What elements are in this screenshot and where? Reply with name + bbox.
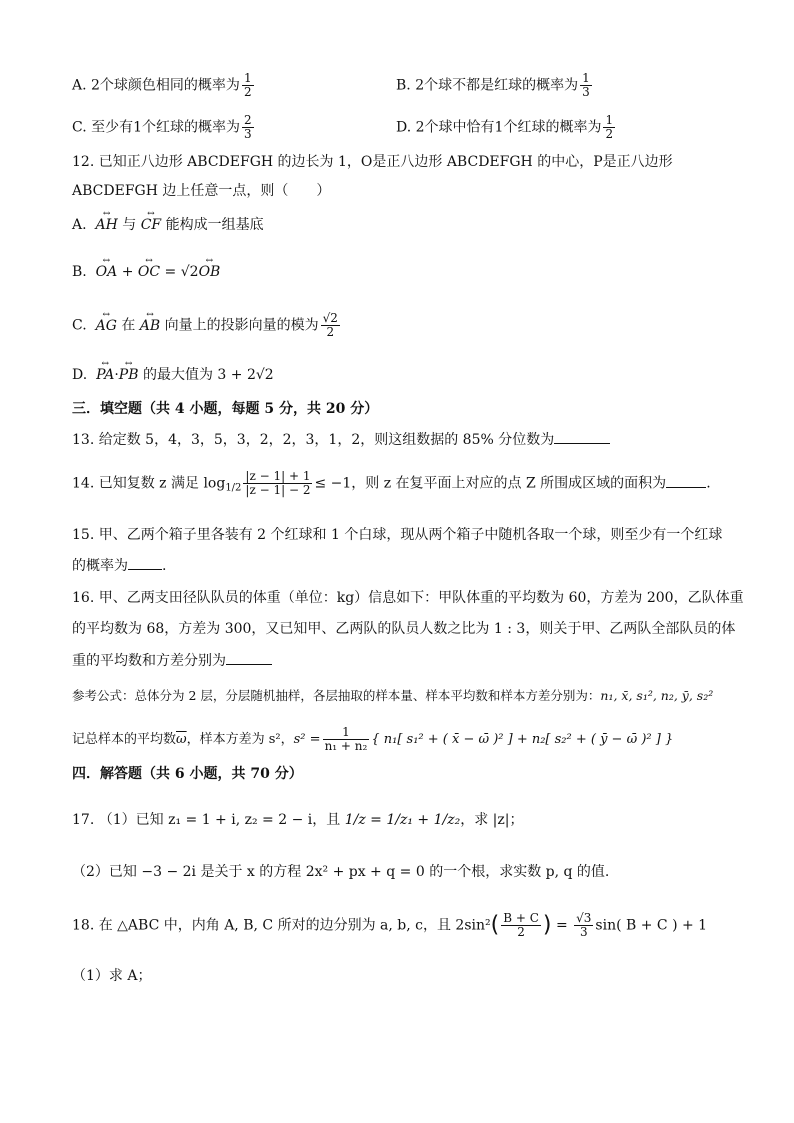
q13-text: 13. 给定数 5，4，3，5，3，2，2，3，1，2，则这组数据的 85% 分位数为 (72, 429, 610, 450)
q15-line-1: 15. 甲、乙两个箱子里各装有 2 个红球和 1 个白球，现从两个箱子中随机各取一个球，则至少有一个红球 (72, 527, 723, 543)
q15-line-2: 的概率为 . (72, 555, 166, 576)
q16-line-3: 重的平均数和方差分别为 (72, 650, 272, 671)
q11-option-c: C. 至少有1个红球的概率为 $\frac{2}{3}$ (72, 113, 252, 141)
q12-option-a: A. ↔ AH 与 ↔ CF 能构成一组基底 (72, 215, 264, 235)
reference-formula-line-2: 记总样本的平均数$\overline{\omega}$，样本方差为 s²，s² = $\frac{1}{\text{n₁ + n₂}}$ { n₁[ s₁² + ( x̄ − ω̄ )² ] + n₂[ s₂² + ( ȳ − ω̄ )² ] } (72, 725, 674, 753)
q18-text: 18. 在 △ABC 中，内角 A, B, C 所对的边分别为 a, b, c，且 2sin²( $\frac{B + C}{2}$ ) = $\frac{√3}{3}$ sin( B + C ) + 1 (72, 911, 708, 939)
q11-option-a-fraction: $\frac{1}{2}$ (243, 71, 252, 99)
q11-option-c-fraction: $\frac{2}{3}$ (244, 113, 252, 141)
q14-text: 14. 已知复数 z 满足 $\log_{1/2}$ $\frac{|z - 1| + 1}{|z - 1| - 2}$ ≤ −1，则 z 在复平面上对应的点 Z 所围成区域的面积为 . (72, 469, 711, 497)
q11-option-b-fraction: $\frac{1}{3}$ (582, 71, 590, 99)
q18-fraction-2: $\frac{√3}{3}$ (576, 911, 592, 939)
q11-option-b: B. 2个球不都是红球的概率为 $\frac{1}{3}$ (396, 71, 590, 99)
q12-option-b: B. ↔ OA + ↔ OC = √2↔ OB (72, 262, 220, 282)
q17-part-2: （2）已知 −3 − 2i 是关于 x 的方程 2x² + px + q = 0 的一个根，求实数 p, q 的值. (72, 864, 610, 880)
q18-fraction-1: $\frac{B + C}{2}$ (503, 911, 539, 939)
q11-option-d-fraction: $\frac{1}{2}$ (605, 113, 614, 141)
q11-option-a: A. 2个球颜色相同的概率为 $\frac{1}{2}$ (72, 71, 252, 99)
q12-option-c-fraction: $\frac{√2}{2}$ (322, 311, 338, 339)
q15-answer-blank (128, 555, 162, 570)
q12-line-2: ABCDEFGH 边上任意一点，则（ ） (72, 183, 331, 199)
q14-fraction: $\frac{|z - 1| + 1}{|z - 1| - 2}$ (245, 469, 311, 497)
q14-answer-blank (666, 473, 706, 488)
q11-option-d: D. 2个球中恰有1个红球的概率为 $\frac{1}{2}$ (396, 113, 614, 141)
q18-part-1: （1）求 A； (72, 968, 152, 984)
q12-option-d: D. ↔ PA·↔ PB 的最大值为 3 + 2√2 (72, 365, 274, 385)
section-4-heading: 四．解答题（共 6 小题，共 70 分） (72, 766, 303, 782)
q16-line-1: 16. 甲、乙两支田径队队员的体重（单位：kg）信息如下：甲队体重的平均数为 60，方差为 200，乙队体重 (72, 590, 744, 606)
q17-part-1: 17. （1）已知 z₁ = 1 + i, z₂ = 2 − i，且 1/z = 1/z₁ + 1/z₂，求 |z|； (72, 812, 524, 828)
q12-option-c: C. ↔ AG 在 ↔ AB 向量上的投影向量的模为 $\frac{√2}{2}$ (72, 312, 342, 339)
section-3-heading: 三．填空题（共 4 小题，每题 5 分，共 20 分） (72, 401, 379, 417)
q12-line-1: 12. 已知正八边形 ABCDEFGH 的边长为 1，O是正八边形 ABCDEFGH 的中心，P是正八边形 (72, 154, 673, 170)
q16-line-2: 的平均数为 68，方差为 300，又已知甲、乙两队的队员人数之比为 1 : 3，则关于甲、乙两队全部队员的体 (72, 621, 736, 637)
reference-formula-fraction: $\frac{1}{\text{n₁ + n₂}}$ (324, 725, 368, 753)
q16-answer-blank (226, 650, 272, 665)
q13-answer-blank (554, 429, 610, 444)
reference-formula-line-1: 参考公式：总体分为 2 层，分层随机抽样，各层抽取的样本量、样本平均数和样本方差分别为：n₁, x̄, s₁², n₂, ȳ, s₂² (72, 688, 714, 703)
